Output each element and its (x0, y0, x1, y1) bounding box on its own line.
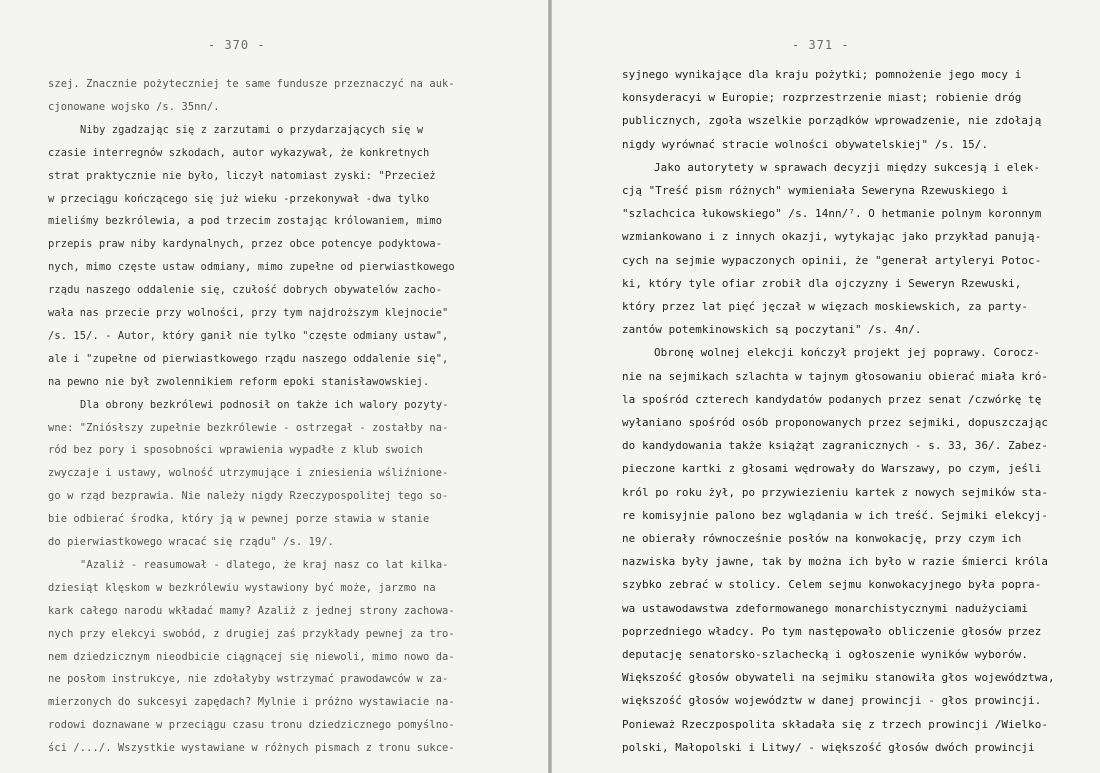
text-line: publicznych, zgoła wszelkie porządków wprowadzenie, nie zdołają (622, 114, 1042, 128)
text-line: król po roku żył, po przywiezieniu kartek z nowych sejmików sta- (622, 485, 1049, 499)
text-line: rodowi doznawane w przeciągu czasu tronu dziedzicznego pomyślno- (48, 719, 455, 732)
text-line: ne obierały równocześnie posłów na konwokację, przy czym ich (622, 532, 1022, 545)
text-line: Obronę wolnej elekcji kończył projekt jej poprawy. Corocz- (654, 346, 1041, 360)
page-number: - 371 - (792, 38, 850, 52)
text-line: Dla obrony bezkrólewi podnosił on także ich walory pozyty- (80, 398, 449, 411)
text-line: polski, Małopolski i Litwy/ - większość głosów dwóch prowincji (622, 740, 1035, 754)
text-line: "Azaliż - reasumował - dlatego, że kraj nasz co lat kilka- (80, 558, 449, 571)
text-line: cych na sejmie wypaczonych opinii, że "generał artyleryi Potoc- (622, 253, 1042, 267)
text-line: rządu naszego oddalenie się, czułość dobrych obywatelów zacho- (48, 284, 443, 297)
text-line: nem dziedzicznym nieodbicie ciągnącej się niewoli, mimo nowo da- (48, 650, 455, 663)
text-line: do kandydowania także książąt zagranicznych - s. 33, 36/. Zabez- (622, 439, 1049, 453)
text-line: re komisyjnie palono bez wglądania w ich treść. Sejmiki elekcyj- (622, 508, 1049, 522)
text-line: cjonowane wojsko /s. 35nn/. (48, 100, 220, 113)
text-line: cją "Treść pism różnych" wymieniała Seweryna Rzewuskiego i (622, 184, 1009, 197)
text-line: poprzedniego władcy. Po tym następowało obliczenie głosów przez (622, 624, 1042, 638)
text-line: zantów potemkinowskich są poczytani" /s. 4n/. (622, 323, 922, 337)
text-line: ród bez pory i sposobności wprawienia wypadłe z klub swoich (48, 444, 423, 457)
text-line: do pierwiastkowego wracać się rządu" /s. 19/. (48, 536, 335, 548)
text-line: wa ustawodawstwa zdeformowanego monarchistycznymi nadużyciami (622, 601, 1029, 615)
text-line: większość głosów województw w danej prowincji - głos prowincji. (622, 694, 1042, 708)
text-line: konsyderacyi w Europie; rozprzestrzenie miast; robienie dróg (622, 91, 1022, 105)
text-line: szej. Znacznie pożyteczniej te same fundusze przeznaczyć na auk- (48, 78, 455, 90)
text-line: nych, mimo częste ustaw odmiany, mimo zupełne od pierwiastkowego (48, 261, 455, 274)
text-line: nie na sejmikach szlachta w tajnym głosowaniu obierać miała kró- (622, 369, 1049, 383)
text-line: go w rząd bezprawia. Nie należy nigdy Rzeczypospolitej tego so- (48, 490, 449, 503)
text-line: Niby zgadzając się z zarzutami o przydarzających się w (80, 123, 424, 136)
text-line: na pewno nie był zwolennikiem reform epoki stanisławowskiej. (48, 375, 430, 388)
text-line: "szlachcica łukowskiego" /s. 14nn/⁷. O hetmanie polnym koronnym (622, 207, 1042, 221)
text-line: deputację senatorsko-szlachecką i ogłoszenie wyników wyborów. (622, 648, 1029, 661)
text-line: ne posłom instrukcye, nie zdołałyby wstrzymać prawodawców w za- (48, 673, 449, 686)
text-line: nazwiska były jawne, tak by można ich było w razie śmierci króla (622, 555, 1049, 569)
text-line: pieczone kartki z głosami wędrowały do Warszawy, po czym, jeśli (622, 462, 1042, 476)
text-line: nigdy wyrównać stracie wolności obywatelskiej" /s. 15/. (622, 137, 989, 151)
left-page (0, 0, 548, 773)
text-line: czasie interregnów szkodach, autor wykazywał, że konkretnych (48, 146, 430, 159)
text-line: strat praktycznie nie było, liczył natomiast zyski: "Przecież (48, 169, 436, 182)
page-number: - 370 - (208, 38, 266, 52)
text-line: który przez lat pięć jęczał w więzach moskiewskich, za party- (622, 300, 1029, 313)
text-line: la spośród czterech kandydatów podanych przez senat /czwórkę tę (622, 392, 1042, 406)
text-line: wne: "Zniósłszy zupełnie bezkrólewie - ostrzegał - zostałby na- (48, 421, 449, 434)
right-page (552, 0, 1100, 773)
text-line: przepis praw niby kardynalnych, przez obce potencye podyktowa- (48, 238, 443, 251)
text-line: bie odbierać środka, który ją w pewnej porze stawia w stanie (48, 513, 430, 526)
text-line: wała nas przecie przy wolności, przy tym najdroższym klejnocie" (48, 307, 449, 319)
text-line: mieliśmy bezkrólewia, a pod trzecim zostając królowaniem, mimo (48, 215, 443, 228)
text-line: /s. 15/. - Autor, który ganił nie tylko "częste odmiany ustaw", (48, 329, 449, 342)
text-line: wyłaniano spośród osób proponowanych przez sejmiki, dopuszczając (622, 416, 1049, 429)
text-line: szybko zebrać w stolicy. Celem sejmu konwokacyjnego była popra- (622, 578, 1042, 592)
text-line: ki, który tyle ofiar zrobił dla ojczyzny i Seweryn Rzewuski, (622, 276, 1022, 290)
text-line: Ponieważ Rzeczpospolita składała się z trzech prowincji /Wielko- (622, 717, 1049, 731)
text-line: nych przy elekcyi swobód, z drugiej zaś przykłady pewnej za tro- (48, 627, 455, 640)
text-line: Większość głosów obywateli na sejmiku stanowiła głos województwa, (622, 671, 1055, 685)
text-line: kark całego narodu wkładać mamy? Azaliż z jednej strony zachowa- (48, 604, 455, 617)
text-line: mierzonych do sukcesyi zapędach? Mylnie i próżno wystawiacie na- (48, 696, 455, 709)
text-line: Jako autorytety w sprawach decyzji między sukcesją i elek- (654, 160, 1041, 174)
text-line: w przeciągu kończącego się już wieku -przekonywał -dwa tylko (48, 192, 430, 205)
text-line: wzmiankowano i z innych okazji, wytykając jako przykład panują- (622, 230, 1042, 244)
text-line: zwyczaje i ustawy, wolność utrzymujące i zniesienia wśliźnione- (48, 467, 449, 480)
text-line: ale i "zupełne od pierwiastkowego rządu naszego oddalenie się", (48, 352, 449, 365)
text-line: syjnego wynikające dla kraju pożytki; pomnożenie jego mocy i (622, 68, 1022, 81)
text-line: ści /.../. Wszystkie wystawiane w różnych pismach z tronu sukce- (48, 742, 455, 755)
text-line: dziesiąt klęskom w bezkrólewiu wystawiony być może, jarzmo na (48, 581, 436, 594)
